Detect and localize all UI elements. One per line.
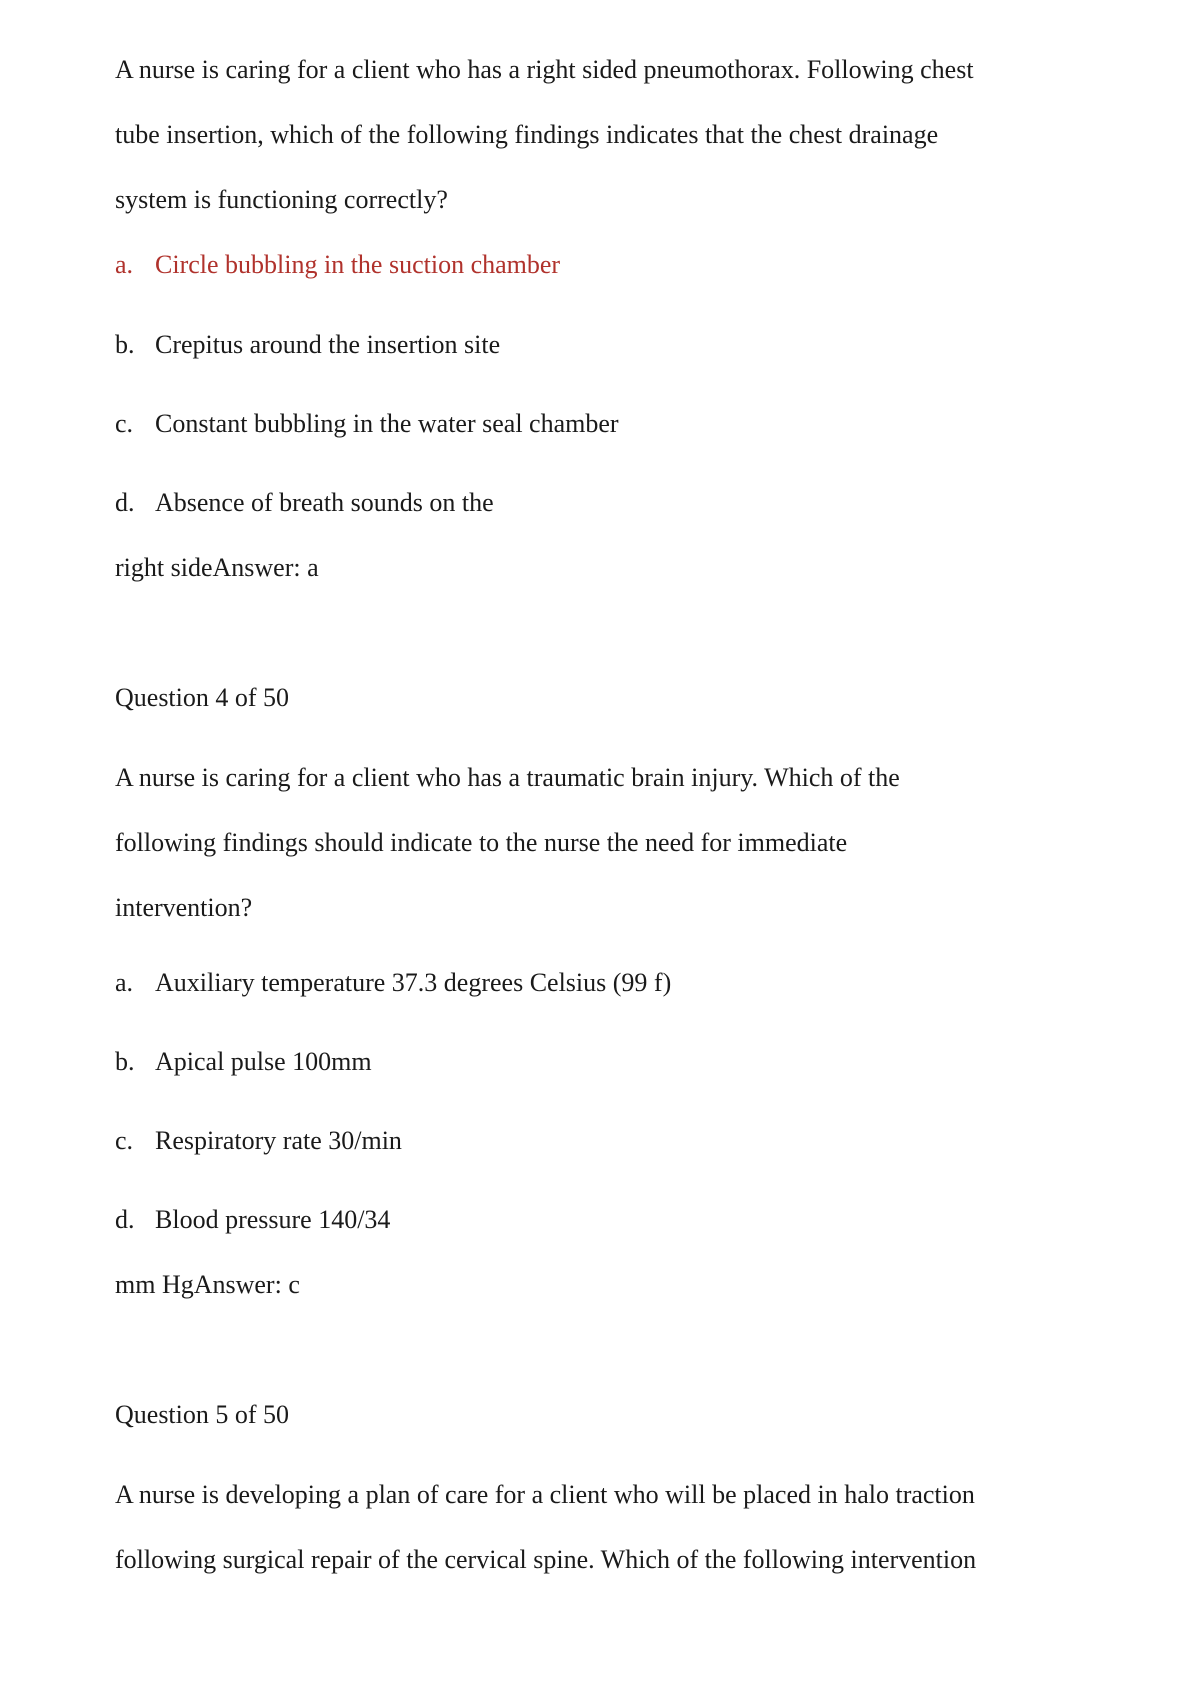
q4-option-d-letter: d.	[115, 1205, 135, 1234]
q4-option-b-text: Apical pulse 100mm	[155, 1047, 372, 1076]
q3-option-c-text: Constant bubbling in the water seal chamber	[155, 409, 619, 438]
q3-option-b	[115, 330, 500, 360]
q3-stem-line-3: system is functioning correctly?	[115, 185, 448, 214]
q4-stem-line-2: following findings should indicate to the nurse the need for immediate	[115, 828, 848, 857]
q4-stem-line-3: intervention?	[115, 893, 253, 922]
q4-answer-line: mm HgAnswer: c	[115, 1270, 300, 1299]
q4-option-a-letter: a.	[115, 968, 134, 997]
q3-option-b-text: Crepitus around the insertion site	[155, 330, 501, 359]
q4-option-b	[115, 1047, 372, 1077]
q5-stem-line-2: following surgical repair of the cervical spine. Which of the following intervention	[115, 1545, 977, 1574]
q4-option-d	[115, 1205, 390, 1235]
q3-option-a-text: Circle bubbling in the suction chamber	[155, 250, 561, 279]
q3-option-d-letter: d.	[115, 488, 135, 517]
q3-answer-line: right sideAnswer: a	[115, 553, 319, 582]
q4-option-a	[115, 968, 671, 998]
q3-option-c-letter: c.	[115, 409, 134, 438]
q4-option-b-letter: b.	[115, 1047, 135, 1076]
q3-option-c	[115, 409, 619, 439]
q4-heading: Question 4 of 50	[115, 683, 290, 712]
q4-option-c	[115, 1126, 402, 1156]
q4-option-d-text: Blood pressure 140/34	[155, 1205, 391, 1234]
q3-option-a	[115, 250, 560, 280]
q4-option-c-text: Respiratory rate 30/min	[155, 1126, 402, 1155]
q4-stem-line-1: A nurse is caring for a client who has a traumatic brain injury. Which of the	[115, 763, 900, 792]
q3-stem-line-1: A nurse is caring for a client who has a right sided pneumothorax. Following chest	[115, 55, 974, 84]
q3-option-d	[115, 488, 494, 518]
q5-stem-line-1: A nurse is developing a plan of care for a client who will be placed in halo traction	[115, 1480, 975, 1509]
q5-heading: Question 5 of 50	[115, 1400, 290, 1429]
q3-option-b-letter: b.	[115, 330, 135, 359]
q3-stem-line-2: tube insertion, which of the following findings indicates that the chest drainage	[115, 120, 939, 149]
q3-option-a-letter: a.	[115, 250, 134, 279]
q4-option-c-letter: c.	[115, 1126, 134, 1155]
q3-option-d-text: Absence of breath sounds on the	[155, 488, 494, 517]
q4-option-a-text: Auxiliary temperature 37.3 degrees Celsius (99 f)	[155, 968, 672, 997]
